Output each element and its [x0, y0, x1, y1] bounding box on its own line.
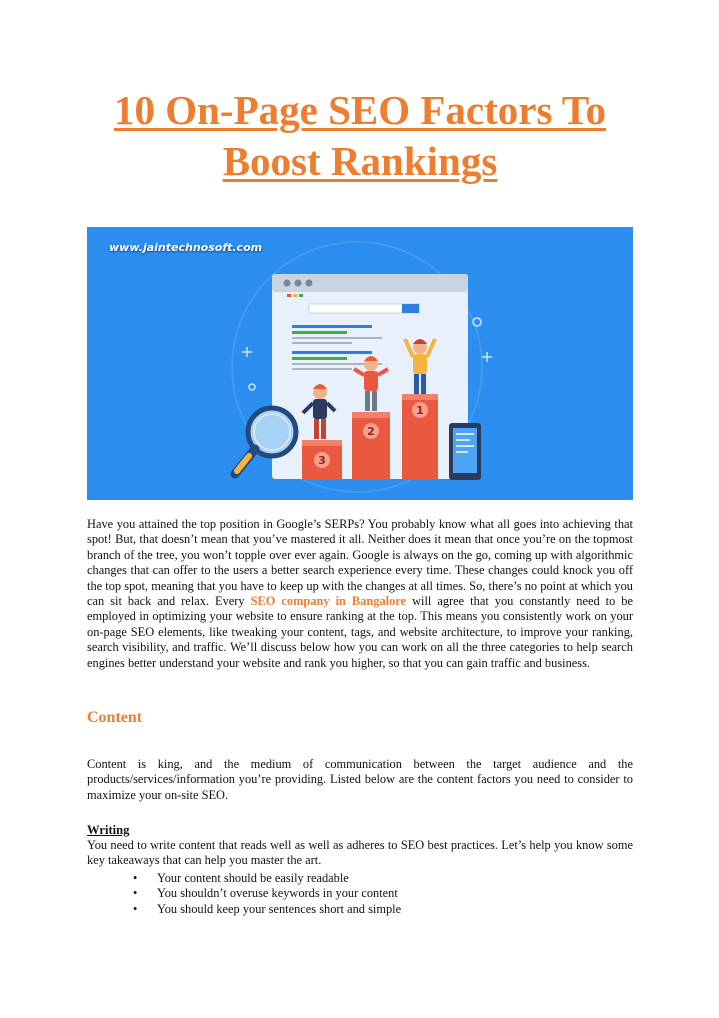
watermark-text: www.jaintechnosoft.com	[109, 241, 263, 254]
podium-label-2: 2	[367, 425, 375, 438]
title-line-1: 10 On-Page SEO Factors To	[113, 87, 607, 133]
intro-paragraph	[87, 517, 633, 671]
list-item: • You should keep your sentences short and simple	[133, 902, 401, 917]
content-paragraph: Content is king, and the medium of communication between the target audience and the products/services/information you’re providing. Listed below are the content factors you need to consider to maximize your on-site SEO.	[87, 757, 633, 802]
seo-company-link[interactable]: SEO company in Bangalore	[250, 594, 407, 609]
list-item: • Your content should be easily readable	[133, 871, 401, 886]
writing-heading: Writing	[87, 823, 130, 837]
intro-text-after: will agree that you constantly need to be employed in optimizing your website to ensure ranking at the top. This means you consistently work on your on-page SEO elements, like tweaking your content, tags, and website architecture, to improve your ranking, search visibility, and traffic. We’ll discuss below how you can work on all the three categories to help search engines better understand your website and rank you higher, so that you can gain traffic and business.	[87, 594, 633, 670]
title-line-2: Boost Rankings	[222, 138, 498, 184]
smartphone-icon	[449, 423, 481, 480]
podium-label-1: 1	[416, 404, 424, 417]
writing-bullet-list	[133, 871, 401, 917]
document-title	[60, 85, 660, 187]
content-heading: Content	[87, 709, 143, 726]
podium-label-3: 3	[318, 454, 326, 467]
list-item: • You shouldn’t overuse keywords in your content	[133, 886, 401, 901]
hero-image	[87, 227, 633, 500]
hero-illustration	[87, 227, 633, 500]
writing-paragraph: You need to write content that reads well as well as adheres to SEO best practices. Let’s help you know some key takeaways that can help you master the art.	[87, 838, 633, 868]
intro-text-before: Have you attained the top position in Google’s SERPs? You probably know what all goes into achieving that spot! But, that doesn’t mean that you’ve mastered it all. Neither does it mean that once you’re on the topmost branch of the tree, you won’t topple over ever again. Google is always on the go, coming up with algorithmic changes that can offer to the users a better search experience every time. These changes could knock you off the top spot, meaning that you have to keep up with the changes at all times. So, there’s no point at which you can sit back and relax. Every	[87, 517, 633, 609]
